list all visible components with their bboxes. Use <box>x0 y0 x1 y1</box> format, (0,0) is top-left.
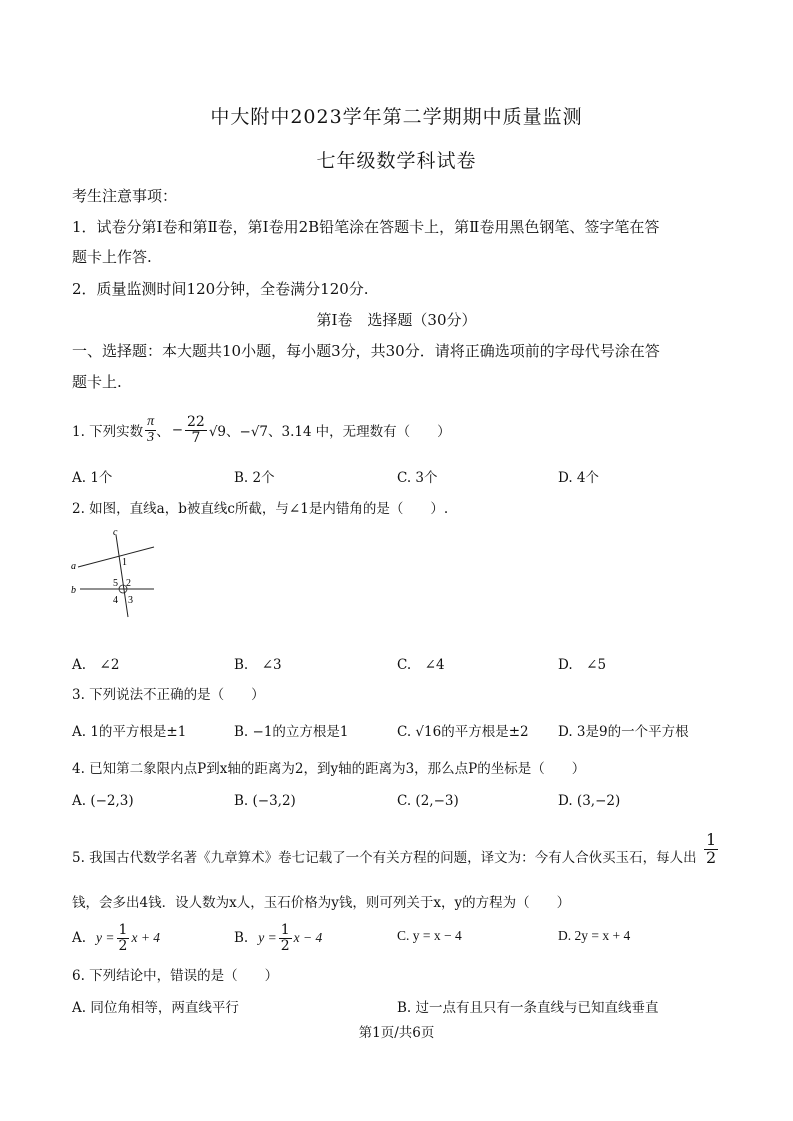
question-5-line-1: 5. 我国古代数学名著《九章算术》卷七记载了一个有关方程的问题，译文为：今有人合伙买玉石，每人出 <box>72 850 697 866</box>
q5-option-a <box>72 920 160 956</box>
q5-option-a-label: A. <box>72 930 87 946</box>
label-5: 5 <box>113 578 118 589</box>
q1-option-d: D. 4个 <box>558 470 600 486</box>
q1-separator: 、 <box>156 424 170 440</box>
line-a <box>78 547 154 567</box>
q5-a-numerator: 1 <box>118 921 128 938</box>
question-5-line-2: 钱，会多出4钱．设人数为x人，玉石价格为y钱，则可列关于x，y的方程为（ ） <box>72 895 571 911</box>
label-3: 3 <box>128 595 133 606</box>
q5-half-numerator: 1 <box>706 830 717 849</box>
note-1-line-1: 1．试卷分第Ⅰ卷和第Ⅱ卷，第Ⅰ卷用2B铅笔涂在答题卡上，第Ⅱ卷用黑色钢笔、签字笔在答 <box>72 218 660 236</box>
q1-fraction-pi-3 <box>145 415 156 445</box>
question-1 <box>72 406 451 454</box>
label-a: a <box>71 561 76 572</box>
q5-option-a-lhs: y = <box>96 930 115 945</box>
q6-option-a: A. 同位角相等，两直线平行 <box>72 1000 239 1016</box>
q5-b-denominator: 2 <box>280 937 290 954</box>
q1-frac2-denominator: 7 <box>191 429 201 446</box>
label-c: c <box>113 527 118 538</box>
question-6: 6. 下列结论中，错误的是（ ） <box>72 968 279 984</box>
q1-fraction-22-7 <box>185 415 207 445</box>
q1-prefix: 1. 下列实数 <box>72 424 144 440</box>
q5-a-denominator: 2 <box>118 937 128 954</box>
label-b: b <box>71 585 76 596</box>
q4-option-c: C. (2,−3) <box>397 793 459 809</box>
q3-option-c: C. √16的平方根是±2 <box>397 724 529 740</box>
q2-option-d: D. ∠5 <box>558 657 607 673</box>
label-2: 2 <box>126 578 131 589</box>
q5-option-d: D. 2y = x + 4 <box>558 928 631 943</box>
q5-option-c: C. y = x − 4 <box>397 928 462 943</box>
q6-option-b: B. 过一点有且只有一条直线与已知直线垂直 <box>397 1000 659 1016</box>
label-1: 1 <box>122 557 127 568</box>
q2-option-a: A. ∠2 <box>72 657 120 673</box>
q4-option-d: D. (3,−2) <box>558 793 621 809</box>
q5-option-a-fraction <box>117 923 130 953</box>
q1-suffix: 中，无理数有（ ） <box>315 424 451 440</box>
q4-option-a: A. (−2,3) <box>72 793 134 809</box>
q1-minus: − <box>171 422 183 438</box>
q1-frac1-numerator: π <box>147 413 155 429</box>
question-4: 4. 已知第二象限内点P到x轴的距离为2，到y轴的距离为3，那么点P的坐标是（ ） <box>72 761 586 777</box>
section-heading: 第Ⅰ卷 选择题（30分） <box>316 311 477 329</box>
q2-figure <box>66 525 170 620</box>
q2-option-c: C. ∠4 <box>397 657 445 673</box>
note-1-line-2: 题卡上作答. <box>72 248 152 266</box>
page-footer: 第1页/共6页 <box>358 1025 435 1041</box>
q2-option-b: B. ∠3 <box>234 657 282 673</box>
note-2: 2．质量监测时间120分钟，全卷满分120分. <box>72 280 369 298</box>
notes-heading: 考生注意事项： <box>72 187 178 205</box>
q5-fraction-half <box>704 832 718 867</box>
q3-option-a: A. 1的平方根是±1 <box>72 724 187 740</box>
page-title: 中大附中2023学年第二学期期中质量监测 <box>210 106 583 128</box>
q1-option-c: C. 3个 <box>397 470 438 486</box>
q1-option-a: A. 1个 <box>72 470 113 486</box>
q3-option-b: B. −1的立方根是1 <box>234 724 349 740</box>
q5-option-b-fraction <box>279 923 292 953</box>
q5-b-numerator: 1 <box>280 921 290 938</box>
q1-frac1-denominator: 3 <box>147 429 155 445</box>
question-3: 3. 下列说法不正确的是（ ） <box>72 687 265 703</box>
q5-option-b <box>234 920 322 956</box>
q5-option-b-lhs: y = <box>258 930 277 945</box>
q1-number-list: √9、−√7、3.14 <box>208 424 312 440</box>
page-subtitle: 七年级数学科试卷 <box>316 150 477 172</box>
q1-frac2-numerator: 22 <box>187 413 205 430</box>
section-intro-line-1: 一、选择题：本大题共10小题，每小题3分，共30分．请将正确选项前的字母代号涂在答 <box>72 342 660 360</box>
section-intro-line-2: 题卡上. <box>72 373 122 391</box>
q3-option-d: D. 3是9的一个平方根 <box>558 724 689 740</box>
question-2: 2. 如图，直线a，b被直线c所截，与∠1是内错角的是（ ）. <box>72 501 449 517</box>
q5-option-b-rhs: x − 4 <box>293 930 323 945</box>
q5-option-a-rhs: x + 4 <box>131 930 161 945</box>
q5-half-denominator: 2 <box>706 847 717 867</box>
q1-option-b: B. 2个 <box>234 470 275 486</box>
label-4: 4 <box>113 595 118 606</box>
q5-option-b-label: B. <box>234 930 249 946</box>
q4-option-b: B. (−3,2) <box>234 793 296 809</box>
